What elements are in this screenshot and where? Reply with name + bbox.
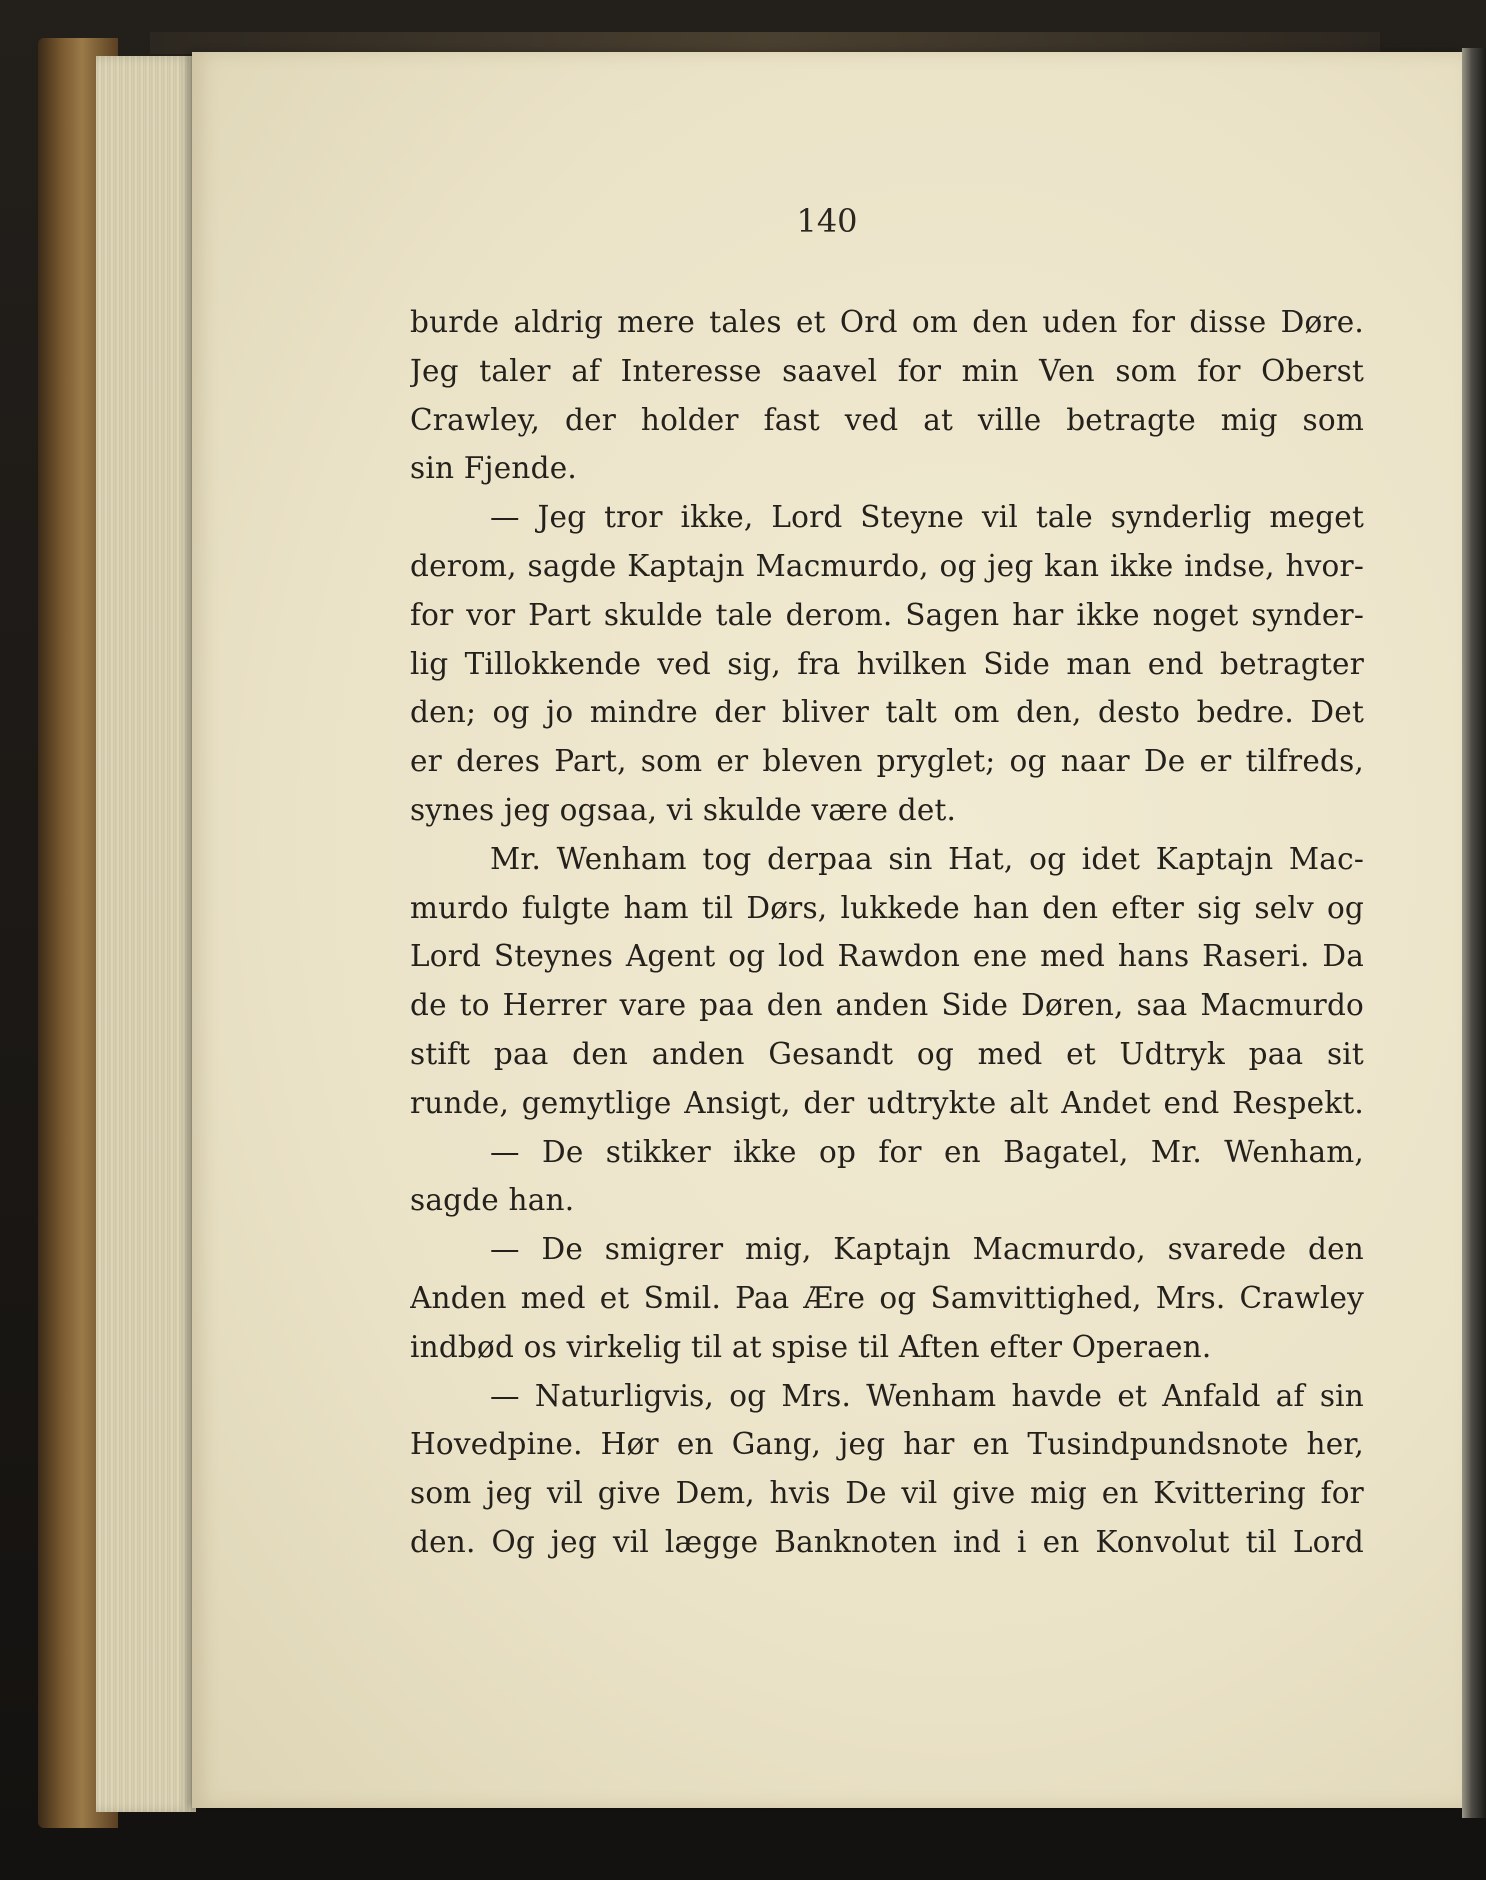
body-text — [410, 298, 1364, 1567]
text-line: stift paa den anden Gesandt og med et Udtryk paa sit — [410, 1036, 1364, 1071]
text-line: murdo fulgte ham til Dørs, lukkede han den efter sig selv og — [410, 890, 1364, 925]
top-binding-edge — [150, 32, 1380, 54]
text-line: — De smigrer mig, Kaptajn Macmurdo, svarede den — [490, 1232, 1364, 1267]
text-line: lig Tillokkende ved sig, fra hvilken Side man end betragter — [410, 646, 1364, 681]
page-stack-edge — [96, 56, 196, 1812]
page-number: 140 — [796, 202, 858, 240]
text-line: — De stikker ikke op for en Bagatel, Mr. Wenham, — [490, 1134, 1364, 1169]
text-line: Mr. Wenham tog derpaa sin Hat, og idet Kaptajn Mac- — [490, 841, 1364, 876]
text-line: Crawley, der holder fast ved at ville betragte mig som — [410, 402, 1364, 437]
text-line: indbød os virkelig til at spise til Aften efter Operaen. — [410, 1329, 1212, 1364]
text-line: for vor Part skulde tale derom. Sagen har ikke noget synder- — [410, 597, 1364, 632]
text-line: sagde han. — [410, 1183, 575, 1218]
text-line: den. Og jeg vil lægge Banknoten ind i en Konvolut til Lord — [410, 1524, 1364, 1559]
text-line: runde, gemytlige Ansigt, der udtrykte alt Andet end Respekt. — [410, 1085, 1364, 1120]
book-page — [192, 52, 1462, 1808]
text-line: — Jeg tror ikke, Lord Steyne vil tale synderlig meget — [490, 500, 1364, 535]
text-line: Hovedpine. Hør en Gang, jeg har en Tusindpundsnote her, — [410, 1427, 1364, 1462]
right-page-edge — [1462, 48, 1486, 1818]
text-line: sin Fjende. — [410, 451, 577, 486]
text-line: Anden med et Smil. Paa Ære og Samvittighed, Mrs. Crawley — [410, 1280, 1364, 1315]
text-line: derom, sagde Kaptajn Macmurdo, og jeg kan ikke indse, hvor- — [410, 548, 1364, 583]
text-line: som jeg vil give Dem, hvis De vil give mig en Kvittering for — [410, 1476, 1364, 1511]
text-line: burde aldrig mere tales et Ord om den uden for disse Døre. — [410, 305, 1364, 339]
text-line: er deres Part, som er bleven pryglet; og naar De er tilfreds, — [410, 744, 1364, 779]
text-line: de to Herrer vare paa den anden Side Døren, saa Macmurdo — [410, 988, 1364, 1023]
text-line: Jeg taler af Interesse saavel for min Ven som for Oberst — [410, 353, 1364, 388]
text-line: Lord Steynes Agent og lod Rawdon ene med hans Raseri. Da — [410, 939, 1364, 974]
text-line: den; og jo mindre der bliver talt om den, desto bedre. Det — [410, 695, 1364, 730]
text-line: synes jeg ogsaa, vi skulde være det. — [410, 792, 957, 827]
text-line: — Naturligvis, og Mrs. Wenham havde et Anfald af sin — [490, 1378, 1364, 1413]
